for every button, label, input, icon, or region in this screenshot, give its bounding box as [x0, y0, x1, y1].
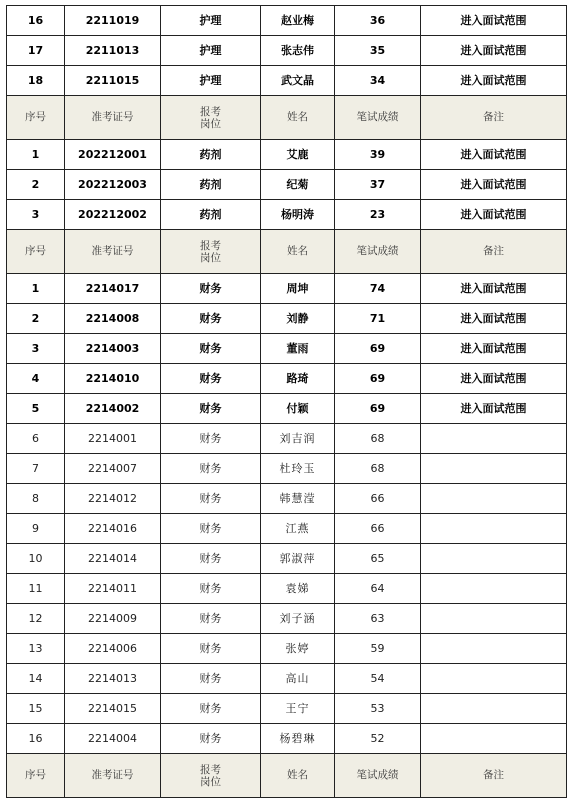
header-position: 报考 岗位 — [161, 96, 261, 140]
cell-score: 35 — [335, 36, 421, 66]
cell-remark: 进入面试范围 — [421, 364, 567, 394]
cell-seq: 9 — [7, 514, 65, 544]
cell-name: 王宁 — [261, 694, 335, 724]
cell-remark: 进入面试范围 — [421, 274, 567, 304]
cell-position: 药剂 — [161, 140, 261, 170]
header-exam-id: 准考证号 — [65, 754, 161, 798]
cell-remark: 进入面试范围 — [421, 66, 567, 96]
cell-name: 刘子涵 — [261, 604, 335, 634]
cell-remark: 进入面试范围 — [421, 36, 567, 66]
cell-name: 杨明涛 — [261, 200, 335, 230]
cell-position: 财务 — [161, 454, 261, 484]
cell-name: 江燕 — [261, 514, 335, 544]
cell-position: 财务 — [161, 304, 261, 334]
score-table-body — [7, 6, 567, 798]
cell-score: 59 — [335, 634, 421, 664]
header-remark: 备注 — [421, 230, 567, 274]
cell-position: 财务 — [161, 574, 261, 604]
cell-seq: 5 — [7, 394, 65, 424]
cell-exam-id: 2214013 — [65, 664, 161, 694]
cell-exam-id: 2214003 — [65, 334, 161, 364]
cell-exam-id: 2211019 — [65, 6, 161, 36]
cell-position: 财务 — [161, 394, 261, 424]
cell-score: 63 — [335, 604, 421, 634]
header-exam-id: 准考证号 — [65, 230, 161, 274]
cell-remark — [421, 514, 567, 544]
cell-score: 66 — [335, 484, 421, 514]
cell-score: 74 — [335, 274, 421, 304]
cell-position: 财务 — [161, 634, 261, 664]
header-exam-id: 准考证号 — [65, 96, 161, 140]
cell-name: 袁娣 — [261, 574, 335, 604]
cell-remark: 进入面试范围 — [421, 6, 567, 36]
table-row — [7, 604, 567, 634]
cell-score: 23 — [335, 200, 421, 230]
cell-remark — [421, 604, 567, 634]
cell-remark — [421, 544, 567, 574]
header-score: 笔试成绩 — [335, 230, 421, 274]
header-position: 报考 岗位 — [161, 754, 261, 798]
cell-name: 刘吉润 — [261, 424, 335, 454]
table-row — [7, 6, 567, 36]
cell-seq: 10 — [7, 544, 65, 574]
cell-position: 财务 — [161, 514, 261, 544]
cell-seq: 12 — [7, 604, 65, 634]
cell-score: 71 — [335, 304, 421, 334]
table-header-row — [7, 754, 567, 798]
cell-name: 韩慧滢 — [261, 484, 335, 514]
cell-position: 财务 — [161, 544, 261, 574]
header-score: 笔试成绩 — [335, 96, 421, 140]
table-row — [7, 304, 567, 334]
cell-remark — [421, 694, 567, 724]
header-seq: 序号 — [7, 230, 65, 274]
cell-exam-id: 2211013 — [65, 36, 161, 66]
header-score: 笔试成绩 — [335, 754, 421, 798]
cell-position: 财务 — [161, 604, 261, 634]
cell-remark: 进入面试范围 — [421, 170, 567, 200]
cell-name: 路琦 — [261, 364, 335, 394]
cell-name: 张婷 — [261, 634, 335, 664]
cell-seq: 3 — [7, 334, 65, 364]
table-row — [7, 484, 567, 514]
cell-seq: 15 — [7, 694, 65, 724]
cell-exam-id: 2214016 — [65, 514, 161, 544]
cell-seq: 8 — [7, 484, 65, 514]
cell-remark — [421, 454, 567, 484]
cell-seq: 1 — [7, 140, 65, 170]
header-remark: 备注 — [421, 754, 567, 798]
cell-position: 财务 — [161, 334, 261, 364]
cell-seq: 3 — [7, 200, 65, 230]
table-row — [7, 724, 567, 754]
table-row — [7, 200, 567, 230]
header-name: 姓名 — [261, 230, 335, 274]
cell-position: 财务 — [161, 694, 261, 724]
cell-score: 65 — [335, 544, 421, 574]
cell-score: 66 — [335, 514, 421, 544]
cell-exam-id: 2214012 — [65, 484, 161, 514]
cell-score: 34 — [335, 66, 421, 96]
header-name: 姓名 — [261, 96, 335, 140]
table-row — [7, 454, 567, 484]
cell-exam-id: 2214004 — [65, 724, 161, 754]
cell-seq: 4 — [7, 364, 65, 394]
cell-name: 董雨 — [261, 334, 335, 364]
cell-exam-id: 2214001 — [65, 424, 161, 454]
header-remark: 备注 — [421, 96, 567, 140]
cell-remark — [421, 634, 567, 664]
cell-seq: 16 — [7, 724, 65, 754]
cell-seq: 14 — [7, 664, 65, 694]
cell-score: 69 — [335, 364, 421, 394]
cell-exam-id: 2214010 — [65, 364, 161, 394]
cell-name: 高山 — [261, 664, 335, 694]
table-header-row — [7, 96, 567, 140]
table-row — [7, 514, 567, 544]
cell-remark — [421, 424, 567, 454]
cell-score: 69 — [335, 394, 421, 424]
cell-name: 武文晶 — [261, 66, 335, 96]
cell-exam-id: 2214011 — [65, 574, 161, 604]
cell-exam-id: 202212003 — [65, 170, 161, 200]
cell-exam-id: 2214014 — [65, 544, 161, 574]
table-row — [7, 574, 567, 604]
header-name: 姓名 — [261, 754, 335, 798]
cell-seq: 2 — [7, 304, 65, 334]
cell-exam-id: 2214017 — [65, 274, 161, 304]
header-seq: 序号 — [7, 96, 65, 140]
cell-name: 张志伟 — [261, 36, 335, 66]
cell-exam-id: 2214006 — [65, 634, 161, 664]
cell-position: 财务 — [161, 364, 261, 394]
cell-position: 财务 — [161, 484, 261, 514]
table-row — [7, 364, 567, 394]
cell-name: 纪菊 — [261, 170, 335, 200]
cell-score: 52 — [335, 724, 421, 754]
table-row — [7, 140, 567, 170]
table-header-row — [7, 230, 567, 274]
cell-remark: 进入面试范围 — [421, 304, 567, 334]
cell-exam-id: 2214002 — [65, 394, 161, 424]
cell-score: 64 — [335, 574, 421, 604]
cell-score: 68 — [335, 454, 421, 484]
cell-score: 39 — [335, 140, 421, 170]
table-row — [7, 664, 567, 694]
cell-exam-id: 2214009 — [65, 604, 161, 634]
cell-exam-id: 202212001 — [65, 140, 161, 170]
table-row — [7, 334, 567, 364]
cell-exam-id: 2214015 — [65, 694, 161, 724]
cell-seq: 11 — [7, 574, 65, 604]
cell-remark: 进入面试范围 — [421, 140, 567, 170]
cell-exam-id: 202212002 — [65, 200, 161, 230]
cell-seq: 18 — [7, 66, 65, 96]
cell-seq: 2 — [7, 170, 65, 200]
cell-remark: 进入面试范围 — [421, 394, 567, 424]
cell-remark: 进入面试范围 — [421, 334, 567, 364]
cell-name: 周坤 — [261, 274, 335, 304]
cell-position: 药剂 — [161, 200, 261, 230]
cell-position: 护理 — [161, 6, 261, 36]
cell-name: 刘静 — [261, 304, 335, 334]
cell-position: 护理 — [161, 66, 261, 96]
cell-score: 68 — [335, 424, 421, 454]
table-row — [7, 634, 567, 664]
cell-score: 37 — [335, 170, 421, 200]
table-row — [7, 424, 567, 454]
cell-remark — [421, 664, 567, 694]
header-position: 报考 岗位 — [161, 230, 261, 274]
cell-position: 财务 — [161, 664, 261, 694]
cell-exam-id: 2214007 — [65, 454, 161, 484]
table-row — [7, 36, 567, 66]
cell-position: 财务 — [161, 424, 261, 454]
cell-seq: 7 — [7, 454, 65, 484]
cell-remark — [421, 574, 567, 604]
table-row — [7, 544, 567, 574]
table-row — [7, 274, 567, 304]
cell-seq: 13 — [7, 634, 65, 664]
cell-position: 药剂 — [161, 170, 261, 200]
cell-exam-id: 2214008 — [65, 304, 161, 334]
cell-seq: 17 — [7, 36, 65, 66]
table-row — [7, 66, 567, 96]
cell-exam-id: 2211015 — [65, 66, 161, 96]
cell-score: 69 — [335, 334, 421, 364]
score-table — [6, 5, 567, 798]
cell-score: 36 — [335, 6, 421, 36]
cell-name: 赵业梅 — [261, 6, 335, 36]
cell-remark — [421, 484, 567, 514]
cell-seq: 1 — [7, 274, 65, 304]
table-row — [7, 170, 567, 200]
cell-seq: 16 — [7, 6, 65, 36]
cell-name: 杨碧琳 — [261, 724, 335, 754]
cell-name: 付颖 — [261, 394, 335, 424]
cell-remark — [421, 724, 567, 754]
cell-position: 财务 — [161, 274, 261, 304]
header-seq: 序号 — [7, 754, 65, 798]
cell-score: 53 — [335, 694, 421, 724]
cell-name: 杜玲玉 — [261, 454, 335, 484]
table-row — [7, 694, 567, 724]
cell-name: 郭淑萍 — [261, 544, 335, 574]
cell-name: 艾鹿 — [261, 140, 335, 170]
table-row — [7, 394, 567, 424]
cell-score: 54 — [335, 664, 421, 694]
cell-position: 财务 — [161, 724, 261, 754]
cell-remark: 进入面试范围 — [421, 200, 567, 230]
cell-seq: 6 — [7, 424, 65, 454]
cell-position: 护理 — [161, 36, 261, 66]
